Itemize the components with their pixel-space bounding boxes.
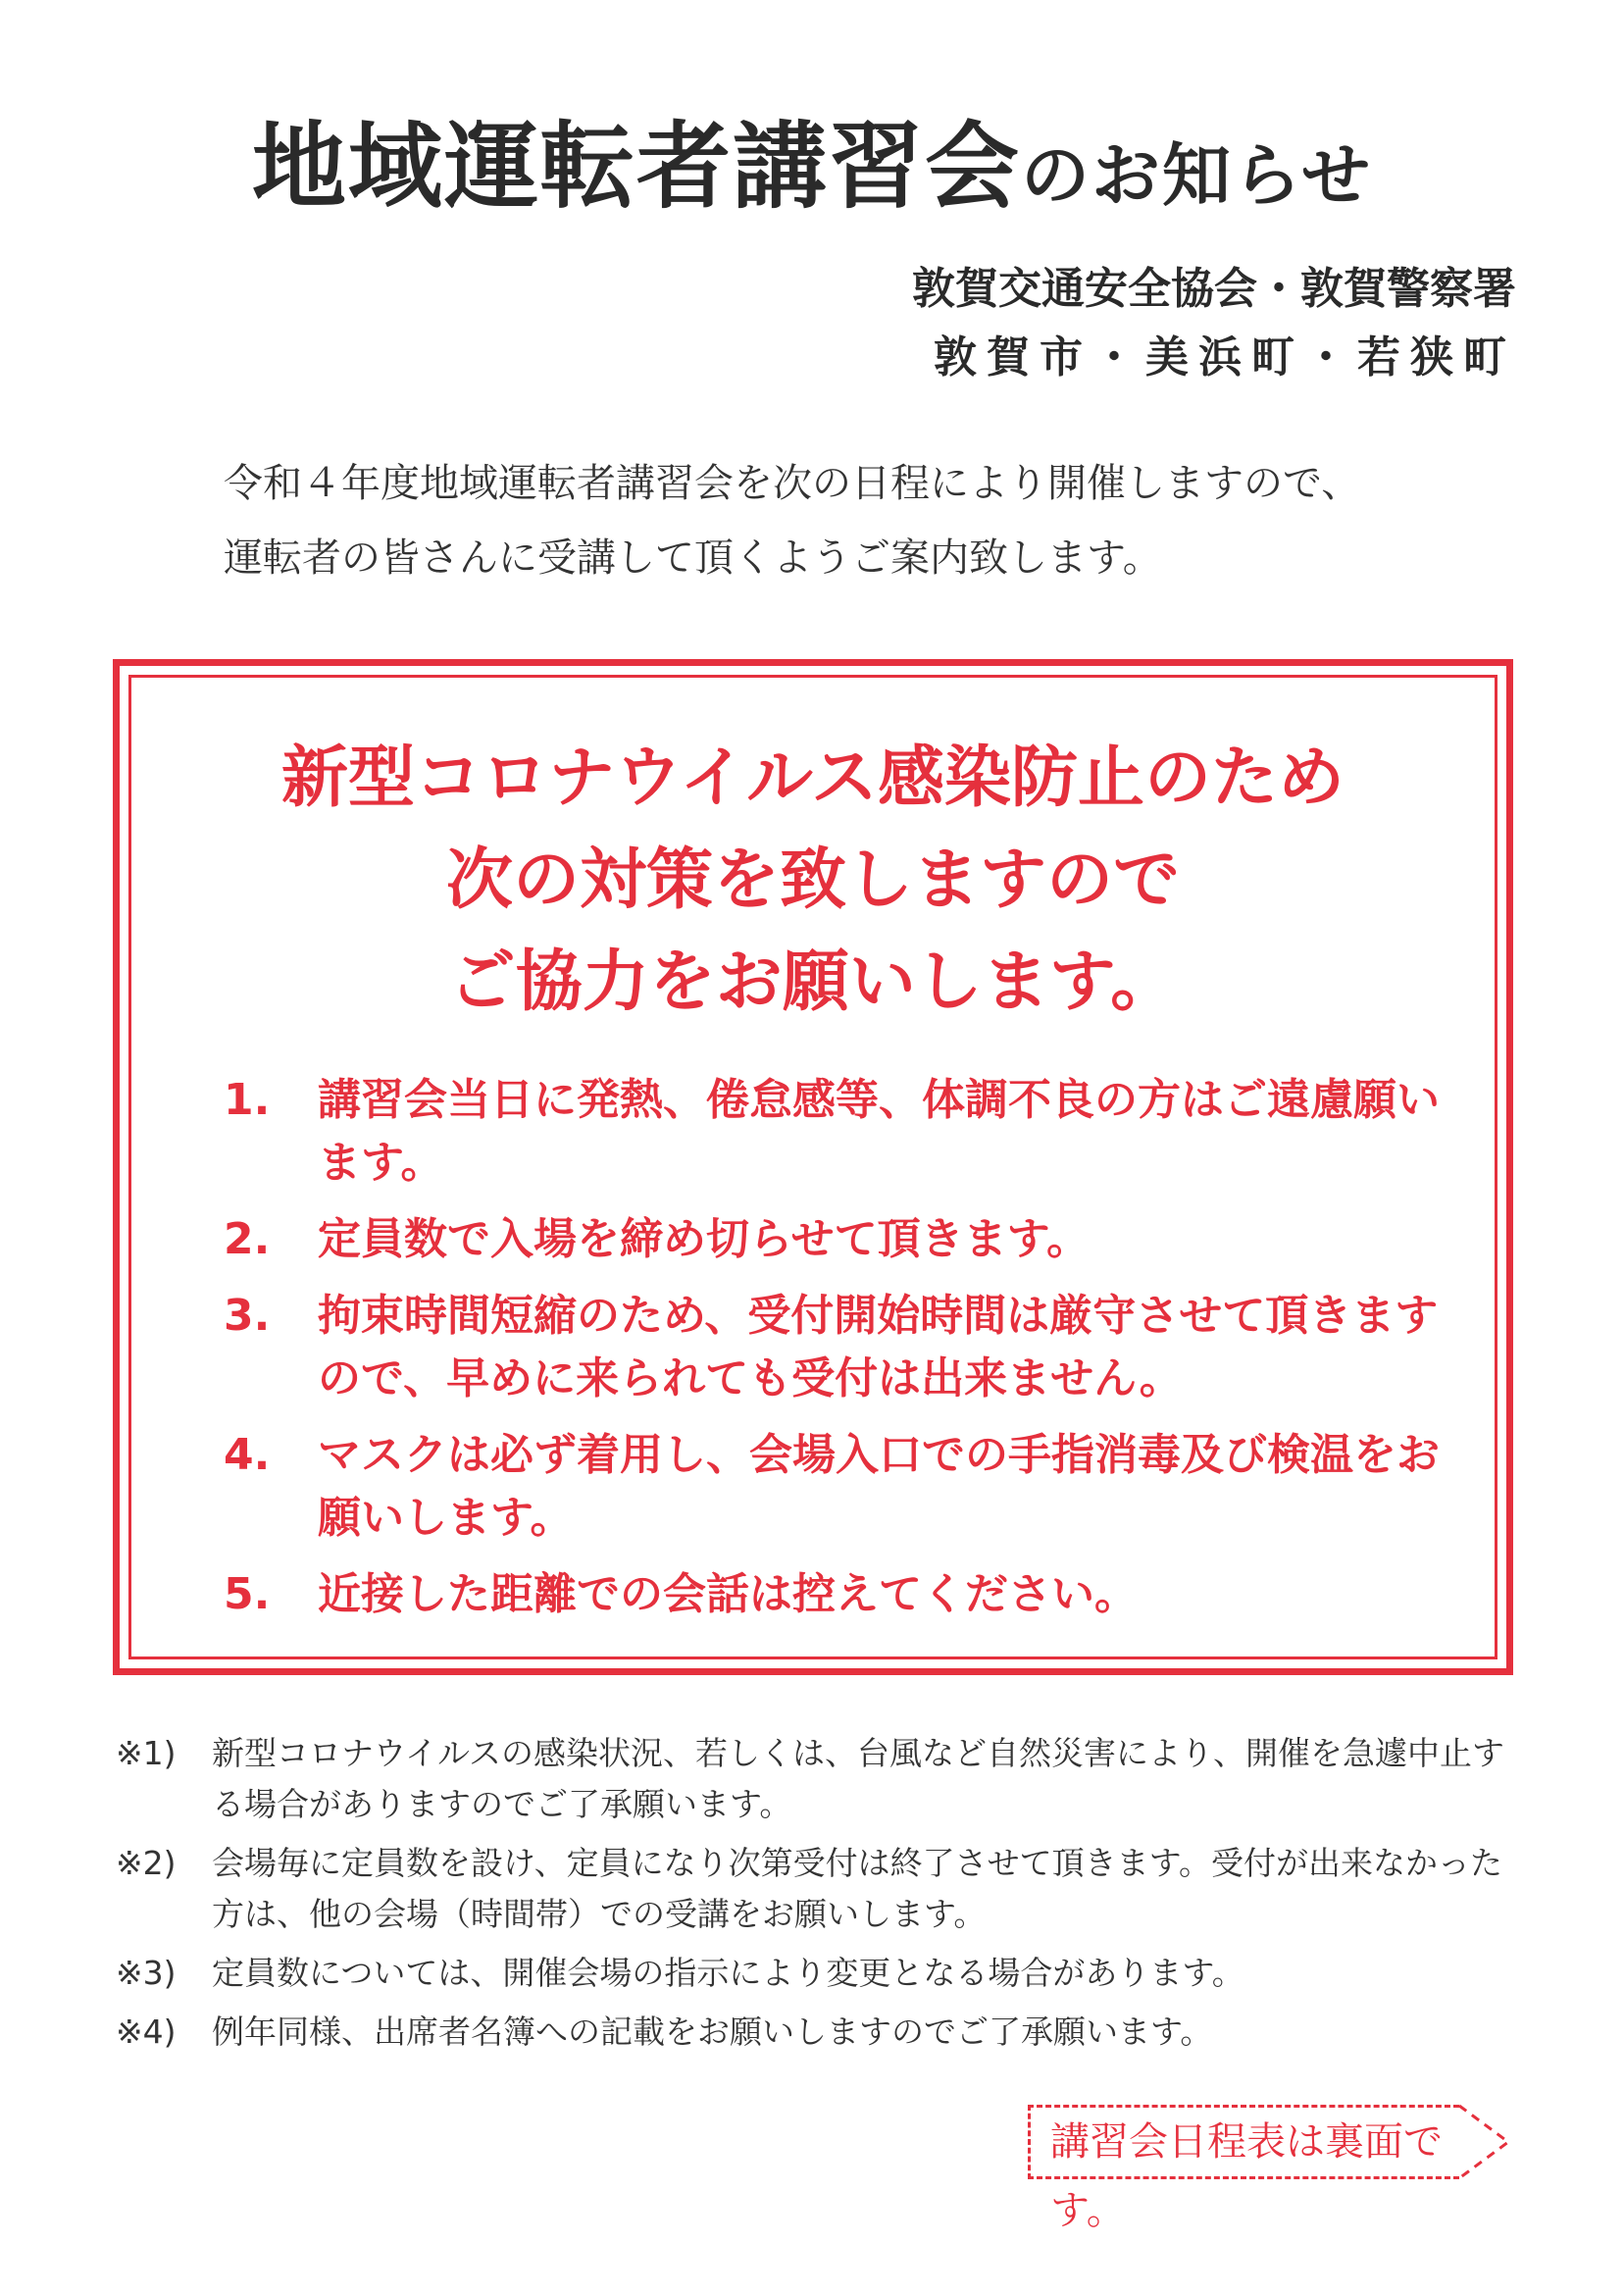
organizers-line-2: 敦賀市・美浜町・若狭町 <box>934 332 1516 382</box>
footnote-item <box>116 1728 1528 1830</box>
measure-text: 近接した距離での会話は控えてください。 <box>318 1569 1138 1619</box>
intro-line-1: 令和４年度地域運転者講習会を次の日程により開催しますので、 <box>224 461 1361 506</box>
notice-heading-line-3: ご協力をお願いします。 <box>448 943 1178 1021</box>
title-suffix: のお知らせ <box>1021 135 1372 216</box>
measure-item <box>224 1563 1440 1626</box>
footnote-mark: ※4) <box>116 2013 177 2051</box>
back-side-note-text: 講習会日程表は裏面です。 <box>1050 2119 1443 2233</box>
measure-item <box>224 1208 1440 1271</box>
measure-item <box>224 1285 1440 1410</box>
footnote-item <box>116 1838 1528 1940</box>
notice-heading-line-2: 次の対策を致しますので <box>445 841 1180 919</box>
footnote-item <box>116 2007 1528 2058</box>
measure-item <box>224 1069 1440 1195</box>
measure-number: 5. <box>224 1569 271 1619</box>
measure-text: 拘束時間短縮のため、受付開始時間は厳守させて頂きますので、早めに来られても受付は出来ません。 <box>318 1291 1439 1403</box>
measure-number: 2. <box>224 1214 271 1264</box>
page-title <box>0 108 1624 234</box>
dashed-arrow-icon <box>1457 2103 1516 2181</box>
footnote-text: 会場毎に定員数を設け、定員になり次第受付は終了させて頂きます。受付が出来なかった方は、他の会場（時間帯）での受講をお願いします。 <box>212 1844 1503 1933</box>
title-main: 地域運転者講習会 <box>252 112 1022 222</box>
notice-heading <box>128 728 1497 1034</box>
measure-text: 定員数で入場を締め切らせて頂きます。 <box>318 1214 1091 1264</box>
intro-text <box>224 446 1498 595</box>
measure-text: 講習会当日に発熱、倦怠感等、体調不良の方はご遠慮願います。 <box>318 1075 1440 1188</box>
footnote-mark: ※1) <box>116 1734 177 1772</box>
measure-text: マスクは必ず着用し、会場入口での手指消毒及び検温をお願いします。 <box>318 1430 1440 1543</box>
organizers <box>912 255 1516 392</box>
measure-number: 1. <box>224 1075 271 1125</box>
footnotes <box>116 1728 1528 2065</box>
measure-number: 3. <box>224 1291 271 1341</box>
footnote-item <box>116 1948 1528 1999</box>
intro-line-2: 運転者の皆さんに受講して頂くようご案内致します。 <box>224 535 1162 581</box>
measure-item <box>224 1424 1440 1550</box>
organizers-line-1: 敦賀交通安全協会・敦賀警察署 <box>912 264 1516 314</box>
back-side-note <box>1028 2105 1459 2233</box>
measure-number: 4. <box>224 1430 271 1480</box>
footnote-text: 新型コロナウイルスの感染状況、若しくは、台風など自然災害により、開催を急遽中止する場合がありますのでご了承願います。 <box>212 1734 1505 1823</box>
footnote-text: 定員数については、開催会場の指示により変更となる場合があります。 <box>212 1954 1244 1992</box>
notice-heading-line-1: 新型コロナウイルス感染防止のため <box>281 739 1345 817</box>
footnote-mark: ※2) <box>116 1844 177 1882</box>
footnote-mark: ※3) <box>116 1954 177 1992</box>
footnote-text: 例年同様、出席者名簿への記載をお願いしますのでご了承願います。 <box>212 2013 1213 2051</box>
measures-list <box>224 1069 1440 1640</box>
